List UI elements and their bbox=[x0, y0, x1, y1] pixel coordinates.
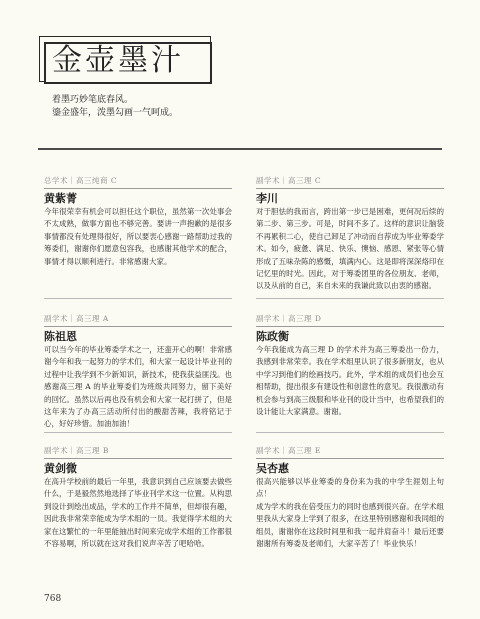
body-paragraph: 今年很荣幸有机会可以担任这个职位，虽然第一次处事会不太成熟，做事方面也不够完善。要讲一声抱歉的是很多事情都没有处理得很好，所以要衷心感谢一路帮助过我的筹委们，谢谢你们愿意包容我，也感谢其他学术的配合，事情才得以顺利进行。非常感谢大家。 bbox=[44, 207, 232, 266]
header-divider bbox=[38, 148, 442, 150]
card-body bbox=[44, 344, 232, 431]
profile-card bbox=[44, 175, 232, 268]
profile-card bbox=[256, 445, 444, 550]
card-body bbox=[44, 206, 232, 268]
body-paragraph: 很高兴能够以毕业筹委的身份来为我的中学生涯划上句点！ bbox=[256, 477, 444, 499]
role-label: 副学术｜高三理 E bbox=[256, 445, 444, 459]
role-label: 副学术｜高三理 A bbox=[44, 313, 232, 327]
body-paragraph: 可以当今年的毕业筹委学术之一，还蛮开心的啊！非常感谢今年和我一起努力的学术们，和大家一起设计毕业刊的过程中让我学到不少新知识，新技术，使我获益匪浅。也感谢高三理 A 的毕业筹委们为班级共同努力，留下美好的回忆。虽然以后再也没有机会和大家一起打拼了，但是这年来为了办高三活动所付出的酸甜苦辣，我将铭记于心，好好珍惜。加油加油！ bbox=[44, 345, 232, 429]
intro-text bbox=[52, 94, 178, 120]
body-paragraph: 今年我能成为高三理 D 的学术并为高三筹委出一份力，我感到非常荣幸。我在学术组里认识了很多新朋友，也从中学习到他们的绘画技巧。此外，学术组的成员们也会互相帮助，提出很多有建设性和创意性的意见。我很激动有机会参与到高三级服和毕业刊的设计当中，也希望我们的设计能让大家满意。谢谢。 bbox=[256, 345, 444, 417]
card-separator bbox=[44, 298, 232, 299]
person-name: 黄紫菁 bbox=[44, 192, 77, 205]
intro-line: 鎏金盛年，泼墨勾画一气呵成。 bbox=[52, 108, 179, 118]
body-paragraph: 在高升学校前的最后一年里，我意识到自己应该要去做些什么，于是毅然然地选择了毕业刊学术这一位置。从构思到设计到绘出成品，学术的工作并不简单，但却很有趣，因此我非常荣幸能成为学术组的一员。我觉得学术组的大家在这繁忙的一年里能抽出时间来完成学术组的工作都很不容易啊，所以就在这对我们说声辛苦了吧哈哈。 bbox=[44, 477, 232, 549]
person-name: 黄剑微 bbox=[44, 462, 77, 475]
role-label: 副学术｜高三理 C bbox=[256, 175, 444, 189]
card-body bbox=[256, 206, 444, 293]
person-name: 陈祖恩 bbox=[44, 330, 77, 343]
person-name: 李川 bbox=[256, 192, 278, 205]
card-separator bbox=[256, 298, 444, 299]
page-title: 金壶墨汁 bbox=[52, 43, 184, 78]
body-paragraph: 成为学术的我在倍受压力的同时也感到很兴奋。在学术组里我从大家身上学到了很多，在这里特别感谢和我同组的组员，谢谢你在这段时间里和我一起并肩奋斗！最后还要谢谢所有筹委及老师们，大家辛苦了！毕业快乐！ bbox=[256, 501, 444, 549]
card-body bbox=[44, 476, 232, 550]
card-body bbox=[256, 344, 444, 418]
person-name: 吴杏惠 bbox=[256, 462, 289, 475]
card-separator bbox=[44, 432, 232, 433]
card-body bbox=[256, 476, 444, 550]
profile-card bbox=[44, 313, 232, 431]
profile-card bbox=[256, 175, 444, 293]
role-label: 总学术｜高三纯商 C bbox=[44, 175, 232, 189]
role-label: 副学术｜高三理 D bbox=[256, 313, 444, 327]
profile-card bbox=[256, 313, 444, 418]
intro-line: 着墨巧妙笔底春风。 bbox=[52, 95, 134, 105]
person-name: 陈政衡 bbox=[256, 330, 289, 343]
role-label: 副学术｜高三理 B bbox=[44, 445, 232, 459]
profile-card bbox=[44, 445, 232, 550]
card-separator bbox=[256, 432, 444, 433]
page-number: 768 bbox=[44, 594, 62, 604]
body-paragraph: 对于胆怯的我而言，跨出第一步已是困难，更何况后续的第二步、第三步。可是，时间不多了。这样的意识让脑袋不再累积二心，使自己卸足了冲动而自荐成为毕业筹委学术。如今，疲惫、满足、快乐、懊恼、感恩、紧张等心情形成了五味杂陈的感慨，填满内心。这是即将深深烙印在记忆里的时光。因此，对于筹委团里的各位朋友、老师，以及从前的自己，来自未来的我谦此致以由衷的感谢。 bbox=[256, 207, 444, 291]
